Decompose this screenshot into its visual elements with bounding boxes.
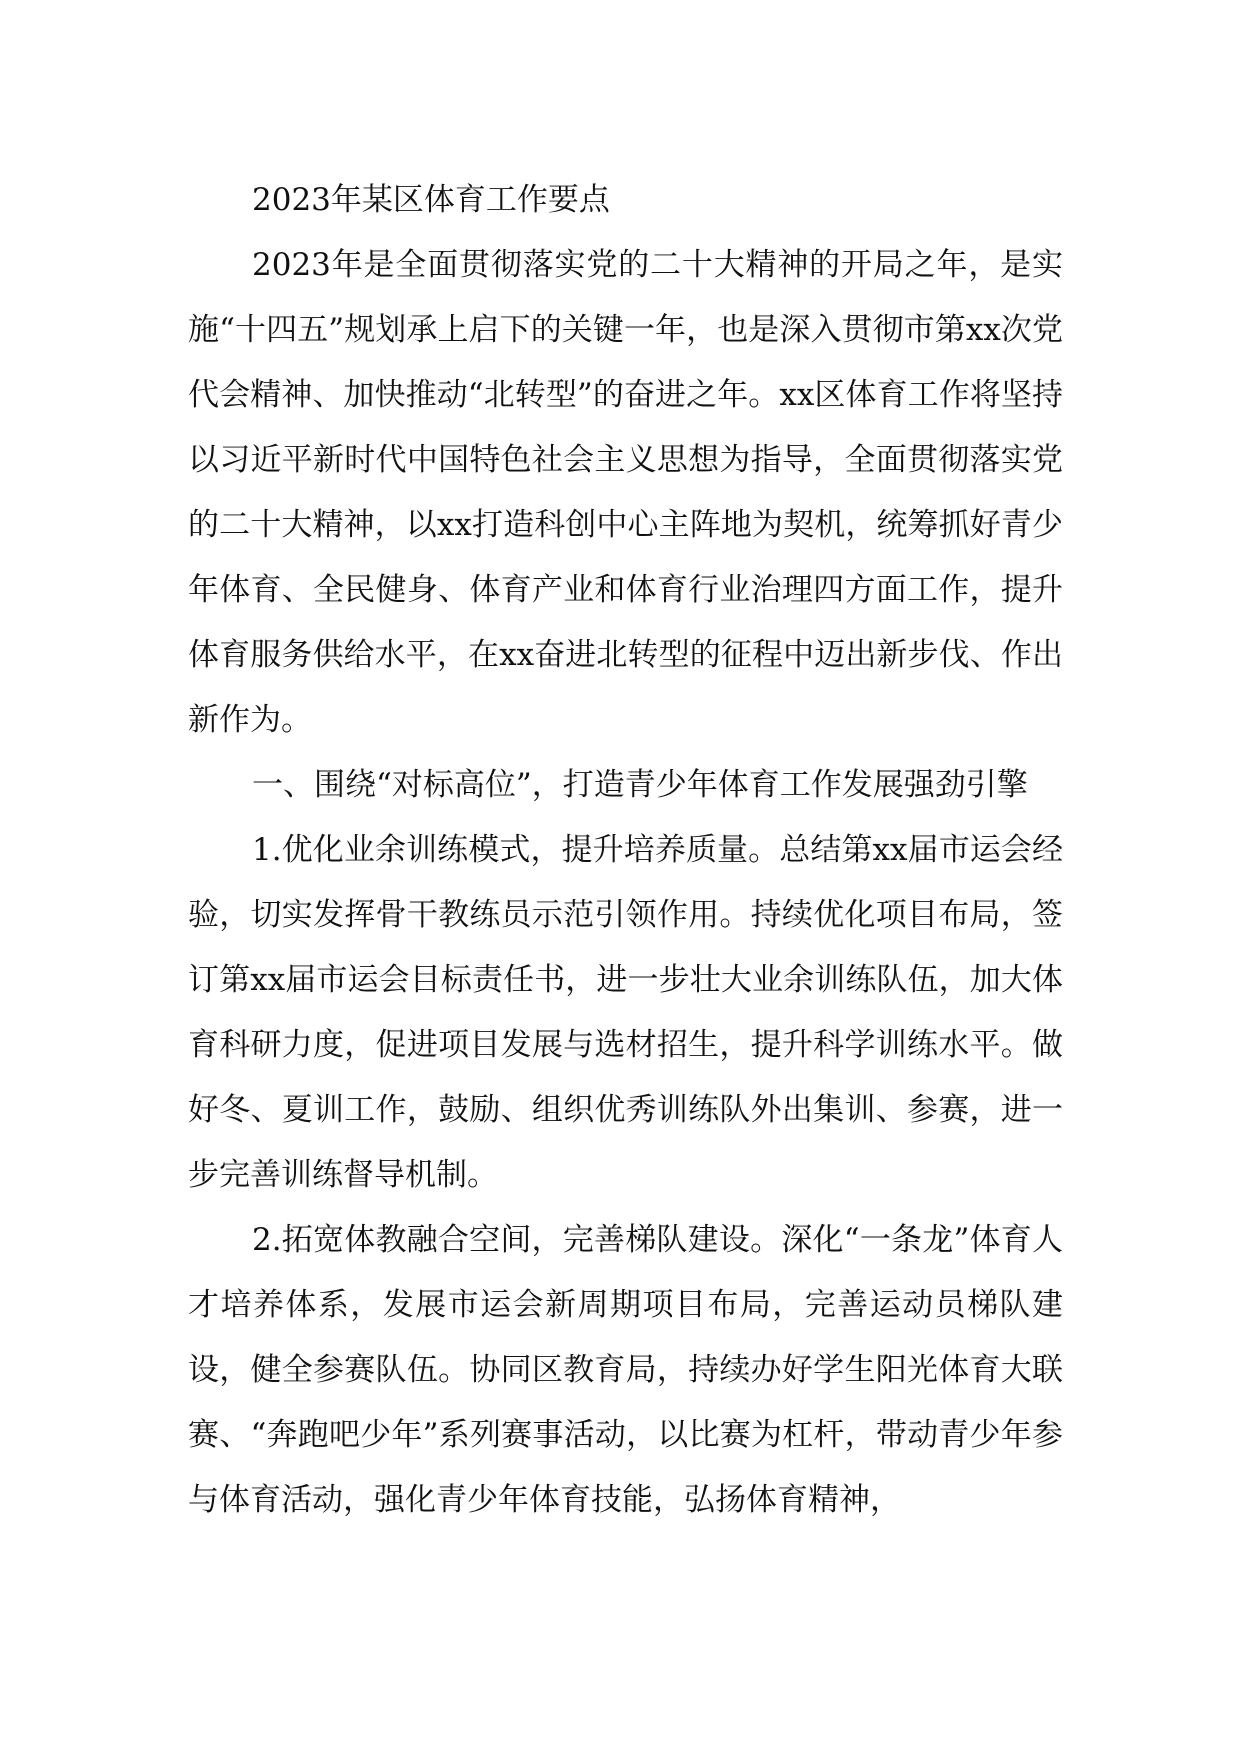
item-paragraph-1: 1.优化业余训练模式，提升培养质量。总结第xx届市运会经验，切实发挥骨干教练员示范引领作用。持续优化项目布局，签订第xx届市运会目标责任书，进一步壮大业余训练队伍，加大体育科研力度，促进项目发展与选材招生，提升科学训练水平。做好冬、夏训工作，鼓励、组织优秀训练队外出集训、参赛，进一步完善训练督导机制。 — [188, 832, 1063, 1193]
intro-paragraph: 2023年是全面贯彻落实党的二十大精神的开局之年，是实施“十四五”规划承上启下的关键一年，也是深入贯彻市第xx次党代会精神、加快推动“北转型”的奋进之年。xx区体育工作将坚持以习近平新时代中国特色社会主义思想为指导，全面贯彻落实党的二十大精神，以xx打造科创中心主阵地为契机，统筹抓好青少年体育、全民健身、体育产业和体育行业治理四方面工作，提升体育服务供给水平，在xx奋进北转型的征程中迈出新步伐、作出新作为。 — [188, 247, 1063, 738]
item-paragraph-2: 2.拓宽体教融合空间，完善梯队建设。深化“一条龙”体育人才培养体系，发展市运会新周期项目布局，完善运动员梯队建设，健全参赛队伍。协同区教育局，持续办好学生阳光体育大联赛、“奔跑吧少年”系列赛事活动，以比赛为杠杆，带动青少年参与体育活动，强化青少年体育技能，弘扬体育精神， — [188, 1222, 1063, 1518]
document-title: 2023年某区体育工作要点 — [252, 182, 610, 218]
section-heading-1: 一、围绕“对标高位”，打造青少年体育工作发展强劲引擎 — [252, 767, 1028, 803]
document-body — [188, 168, 1063, 1533]
